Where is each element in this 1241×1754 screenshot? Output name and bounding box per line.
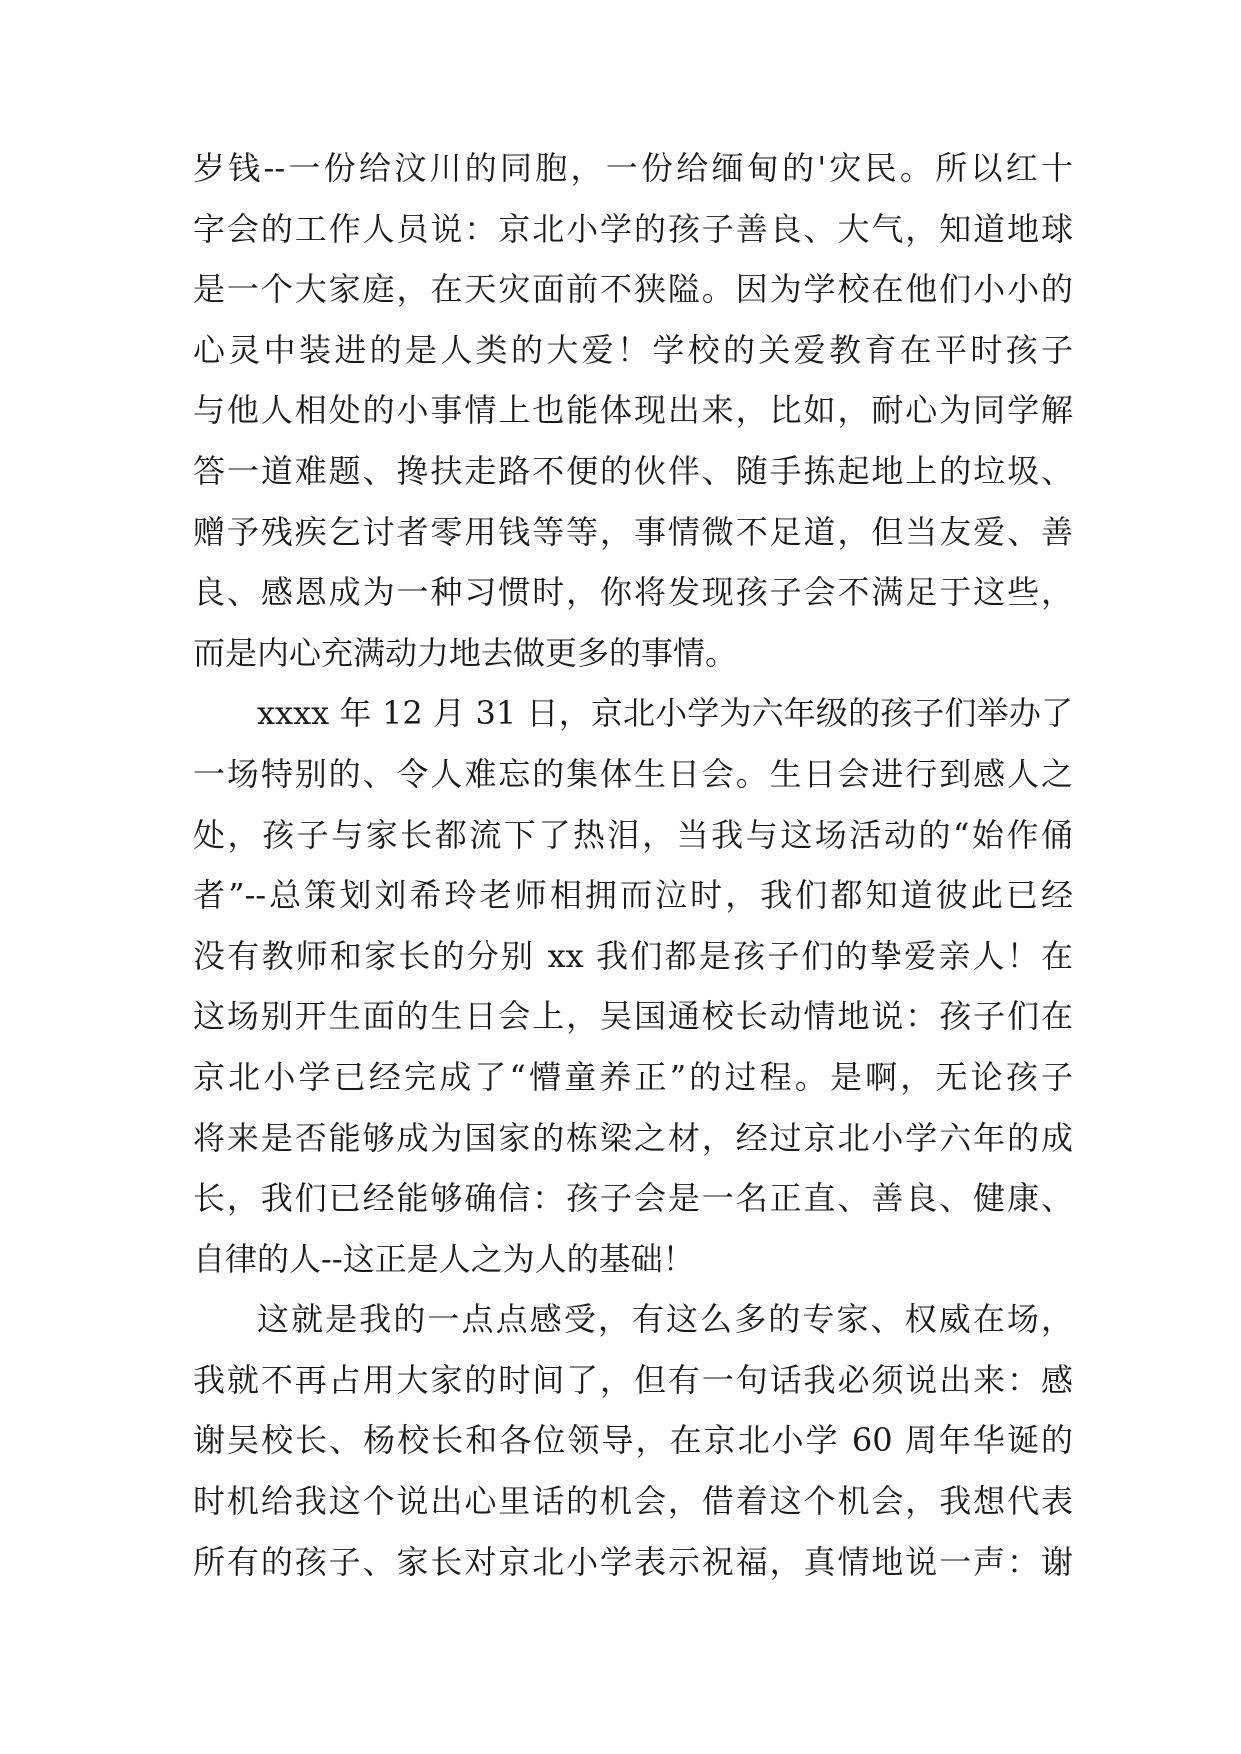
text-line: 长，我们已经能够确信：孩子会是一名正直、善良、健康、 — [193, 1179, 1073, 1218]
text-line: 京北小学已经完成了“懵童养正”的过程。是啊，无论孩子 — [193, 1057, 1073, 1096]
text-line: 心灵中装进的是人类的大爱！学校的关爱教育在平时孩子 — [193, 330, 1073, 369]
text-line: 与他人相处的小事情上也能体现出来，比如，耐心为同学解 — [193, 391, 1073, 430]
text-line: 没有教师和家长的分别 xx 我们都是孩子们的挚爱亲人！在 — [193, 936, 1073, 975]
text-line: xxxx 年 12 月 31 日，京北小学为六年级的孩子们举办了 — [257, 694, 1073, 733]
text-line: 岁钱--一份给汶川的同胞，一份给缅甸的'灾民。所以红十 — [193, 149, 1073, 187]
text-line: 这场别开生面的生日会上，吴国通校长动情地说：孩子们在 — [193, 997, 1073, 1036]
text-line: 谢吴校长、杨校长和各位领导，在京北小学 60 周年华诞的 — [193, 1421, 1073, 1460]
text-line: 所有的孩子、家长对京北小学表示祝福，真情地说一声：谢 — [193, 1542, 1073, 1581]
text-line: 者”--总策划刘希玲老师相拥而泣时，我们都知道彼此已经 — [193, 876, 1073, 915]
body-text — [193, 138, 1073, 1592]
text-line: 而是内心充满动力地去做更多的事情。 — [193, 633, 738, 672]
text-line: 我就不再占用大家的时间了，但有一句话我必须说出来：感 — [193, 1360, 1073, 1399]
text-line: 一场特别的、令人难忘的集体生日会。生日会进行到感人之 — [193, 754, 1073, 793]
text-line: 这就是我的一点点感受，有这么多的专家、权威在场， — [257, 1300, 1073, 1339]
text-line: 时机给我这个说出心里话的机会，借着这个机会，我想代表 — [193, 1482, 1073, 1521]
text-line: 将来是否能够成为国家的栋梁之材，经过京北小学六年的成 — [193, 1118, 1073, 1157]
text-line: 答一道难题、搀扶走路不便的伙伴、随手拣起地上的垃圾、 — [193, 451, 1073, 490]
text-line: 是一个大家庭，在天灾面前不狭隘。因为学校在他们小小的 — [193, 270, 1073, 309]
text-line: 自律的人--这正是人之为人的基础！ — [193, 1239, 695, 1278]
text-line: 赠予残疾乞讨者零用钱等等，事情微不足道，但当友爱、善 — [193, 512, 1073, 551]
text-line: 良、感恩成为一种习惯时，你将发现孩子会不满足于这些， — [193, 573, 1073, 612]
text-line: 处，孩子与家长都流下了热泪，当我与这场活动的“始作俑 — [193, 815, 1073, 854]
text-line: 字会的工作人员说：京北小学的孩子善良、大气，知道地球 — [193, 209, 1073, 248]
